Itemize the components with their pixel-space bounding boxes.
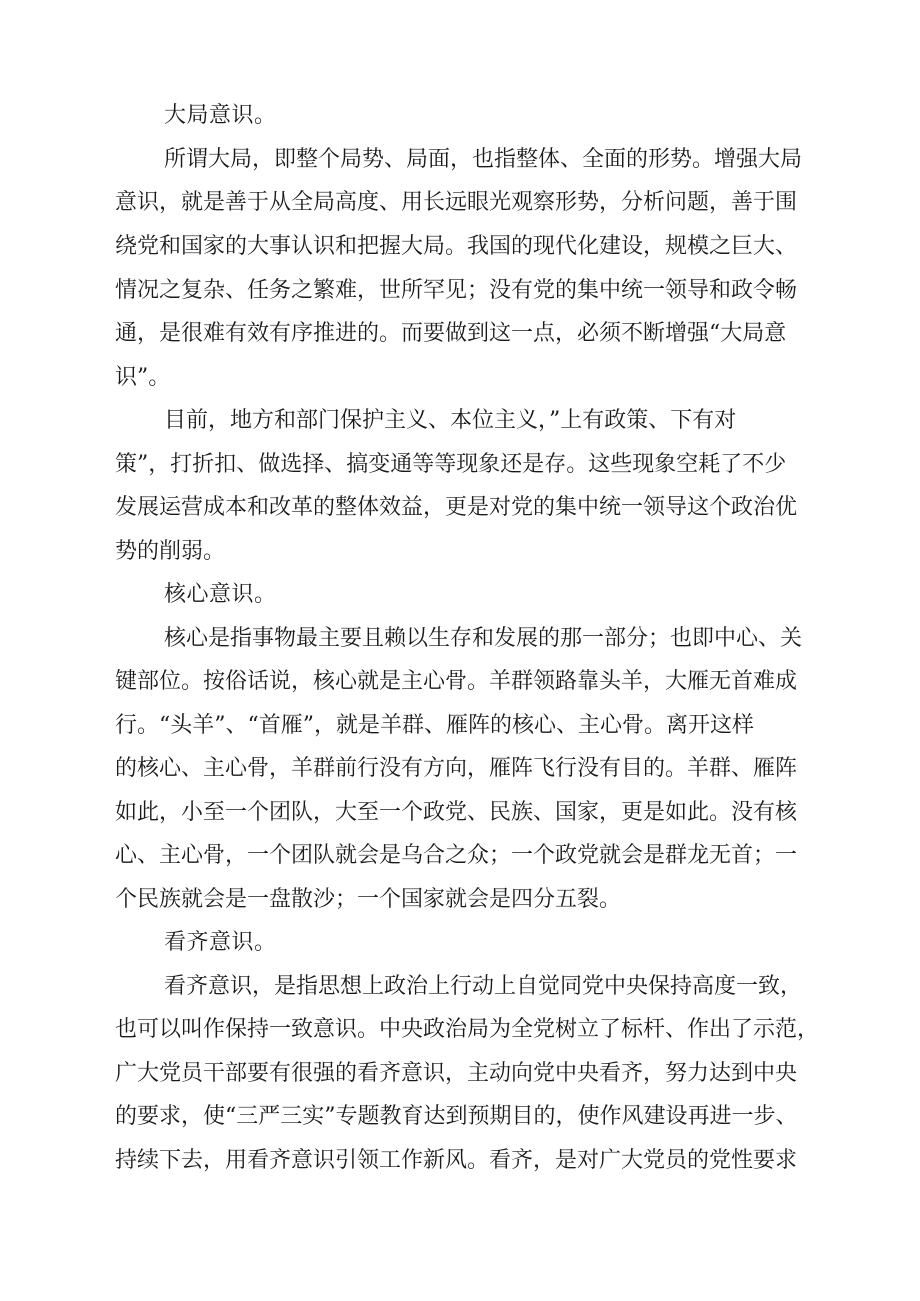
paragraph-line: 看齐意识，是指思想上政治上行动上自觉同党中央保持高度一致， <box>164 974 803 999</box>
paragraph-line: 持续下去，用看齐意识引领工作新风。看齐，是对广大党员的党性要求 <box>115 1148 798 1173</box>
paragraph-line: 情况之复杂、任务之繁难，世所罕见；没有党的集中统一领导和政令畅 <box>115 278 798 303</box>
paragraph-line: 所谓大局，即整个局势、局面，也指整体、全面的形势。增强大局 <box>164 147 803 172</box>
heading-core-awareness: 核心意识。 <box>164 582 277 607</box>
paragraph-line: 目前，地方和部门保护主义、本位主义，”上有政策、下有对 <box>164 408 737 433</box>
paragraph-line: 势的削弱。 <box>115 539 226 564</box>
paragraph-line: 如此，小至一个团队，大至一个政党、民族、国家，更是如此。没有核 <box>115 800 798 825</box>
paragraph-line: 行。“头羊”、“首雁”，就是羊群、雁阵的核心、主心骨。离开这样 <box>115 713 754 738</box>
paragraph-line: 策”，打折扣、做选择、搞变通等等现象还是存。这些现象空耗了不少 <box>115 452 787 477</box>
heading-overall-awareness: 大局意识。 <box>164 103 277 128</box>
paragraph-line: 也可以叫作保持一致意识。中央政治局为全党树立了标杆、作出了示范， <box>115 1017 820 1042</box>
paragraph-line: 的要求，使“三严三实”专题教育达到预期目的，使作风建设再进一步、 <box>115 1104 798 1129</box>
paragraph-line: 绕党和国家的大事认识和把握大局。我国的现代化建设，规模之巨大、 <box>115 234 798 259</box>
paragraph-line: 键部位。按俗话说，核心就是主心骨。羊群领路靠头羊，大雁无首难成 <box>115 669 798 694</box>
paragraph-line: 核心是指事物最主要且赖以生存和发展的那一部分；也即中心、关 <box>164 626 803 651</box>
paragraph-line: 的核心、主心骨，羊群前行没有方向，雁阵飞行没有目的。羊群、雁阵 <box>115 756 798 781</box>
heading-alignment-awareness: 看齐意识。 <box>164 930 277 955</box>
paragraph-line: 个民族就会是一盘散沙；一个国家就会是四分五裂。 <box>115 887 622 912</box>
paragraph-line: 通，是很难有效有序推进的。而要做到这一点，必须不断增强“大局意 <box>115 321 787 346</box>
paragraph-line: 意识，就是善于从全局高度、用长远眼光观察形势，分析问题，善于围 <box>115 190 798 215</box>
paragraph-line: 发展运营成本和改革的整体效益，更是对党的集中统一领导这个政治优 <box>115 495 798 520</box>
paragraph-line: 识”。 <box>115 365 171 390</box>
paragraph-line: 心、主心骨，一个团队就会是乌合之众；一个政党就会是群龙无首；一 <box>115 843 798 868</box>
paragraph-line: 广大党员干部要有很强的看齐意识，主动向党中央看齐，努力达到中央 <box>115 1061 798 1086</box>
